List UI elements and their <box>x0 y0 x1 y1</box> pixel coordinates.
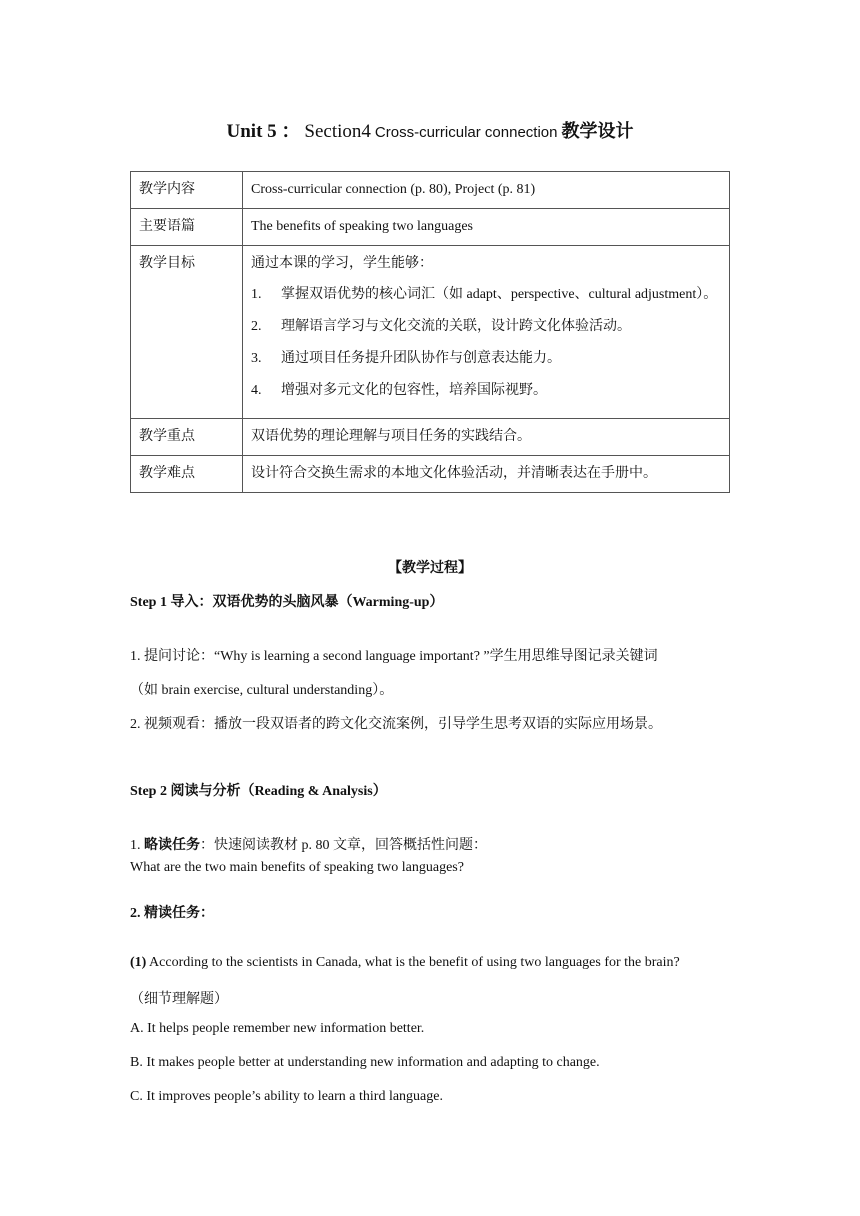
row-label: 教学重点 <box>131 419 243 456</box>
table-row <box>131 172 730 209</box>
skim-number: 1. <box>130 838 141 853</box>
row-value: 双语优势的理论理解与项目任务的实践结合。 <box>243 419 730 456</box>
option-a: A. It helps people remember new information better. <box>130 1021 425 1036</box>
document-title <box>0 116 860 143</box>
goals-cell <box>243 246 730 419</box>
list-item <box>251 378 721 404</box>
skim-text: ：快速阅读教材 p. 80 文章，回答概括性问题： <box>200 838 487 853</box>
table-row <box>131 456 730 493</box>
goal-text: 通过项目任务提升团队协作与创意表达能力。 <box>281 351 561 366</box>
lesson-info-table <box>130 171 730 493</box>
row-value: Cross-curricular connection (p. 80), Project (p. 81) <box>243 172 730 209</box>
step1-line2: （如 brain exercise, cultural understanding）。 <box>130 683 394 698</box>
title-suffix: 教学设计 <box>561 121 634 142</box>
title-unit: Unit 5 ： <box>226 121 301 142</box>
table-row <box>131 419 730 456</box>
row-label: 教学难点 <box>131 456 243 493</box>
goal-number: 1. <box>251 287 262 302</box>
goal-number: 3. <box>251 351 262 366</box>
skim-task <box>130 834 487 854</box>
row-value: The benefits of speaking two languages <box>243 209 730 246</box>
question-type: （细节理解题） <box>130 992 228 1007</box>
goals-intro: 通过本课的学习，学生能够： <box>251 256 433 271</box>
goal-number: 4. <box>251 383 262 398</box>
option-b: B. It makes people better at understanding new information and adapting to change. <box>130 1055 600 1070</box>
skim-label: 略读任务 <box>144 838 200 853</box>
goal-number: 2. <box>251 319 262 334</box>
close-reading-label: 2. 精读任务： <box>130 906 214 921</box>
list-item <box>251 346 721 372</box>
goal-text: 增强对多元文化的包容性，培养国际视野。 <box>281 383 547 398</box>
process-heading: 【教学过程】 <box>388 561 472 576</box>
step1-line1: 1. 提问讨论：“Why is learning a second language important? ”学生用思维导图记录关键词 <box>130 649 658 664</box>
question-text: According to the scientists in Canada, what is the benefit of using two languages for the brain? <box>146 955 680 970</box>
row-label: 教学目标 <box>131 246 243 419</box>
goal-text: 理解语言学习与文化交流的关联，设计跨文化体验活动。 <box>281 319 631 334</box>
row-label: 教学内容 <box>131 172 243 209</box>
title-topic: Cross-curricular connection <box>374 124 558 141</box>
goals-list <box>251 282 721 404</box>
list-item <box>251 282 721 308</box>
row-value: 设计符合交换生需求的本地文化体验活动，并清晰表达在手册中。 <box>243 456 730 493</box>
question-1 <box>130 955 680 971</box>
step1-line3: 2. 视频观看：播放一段双语者的跨文化交流案例，引导学生思考双语的实际应用场景。 <box>130 717 662 732</box>
option-c: C. It improves people’s ability to learn a third language. <box>130 1089 443 1104</box>
goal-text: 掌握双语优势的核心词汇（如 adapt、perspective、cultural adjustment）。 <box>281 287 718 302</box>
list-item <box>251 314 721 340</box>
table-row <box>131 209 730 246</box>
step2-title: Step 2 阅读与分析（Reading & Analysis） <box>130 784 387 799</box>
question-number: (1) <box>130 955 147 970</box>
row-label: 主要语篇 <box>131 209 243 246</box>
table-row <box>131 246 730 419</box>
skim-question: What are the two main benefits of speaking two languages? <box>130 860 464 875</box>
step1-title: Step 1 导入：双语优势的头脑风暴（Warming-up） <box>130 595 444 610</box>
title-section: Section4 <box>304 121 371 142</box>
